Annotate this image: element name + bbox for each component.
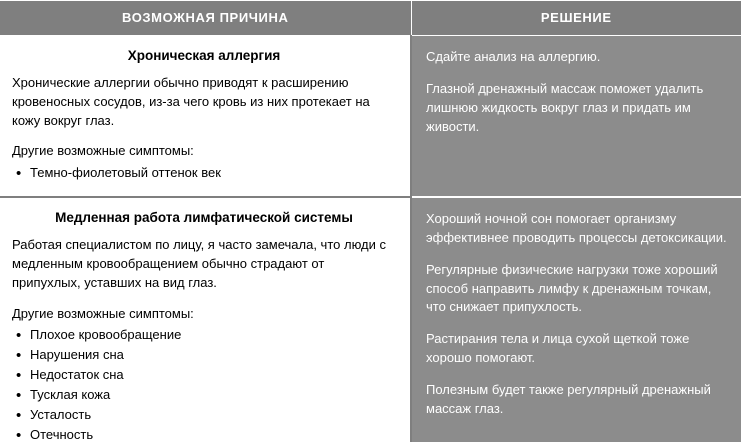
solution-paragraph: Глазной дренажный массаж поможет удалить лишнюю жидкость вокруг глаз и придать им живости. [426, 80, 704, 134]
cause-cell [0, 36, 411, 198]
solution-cell [411, 36, 741, 198]
solution-paragraph: Регулярные физические нагрузки тоже хороший способ направить лимфу к дренажным точкам, что снижает припухлость. [426, 261, 718, 315]
list-item: • Плохое кровообращение [12, 326, 396, 346]
list-item: • Тусклая кожа [12, 386, 396, 406]
list-item: • Нарушения сна [12, 346, 396, 366]
cause-title: Хроническая аллергия [127, 48, 281, 63]
symptoms-label: Другие возможные симптомы: [12, 305, 194, 321]
solution-paragraph: Хороший ночной сон помогает организму эффективнее проводить процессы детоксикации. [426, 211, 727, 245]
cause-body: Хронические аллергии обычно приводят к расширению кровеносных сосудов, из-за чего кровь из них протекает на кожу вокруг глаз. [12, 74, 370, 128]
header-row [0, 1, 741, 36]
list-item: • Недостаток сна [12, 366, 396, 386]
list-item: • Усталость [12, 406, 396, 426]
column-header-solution: РЕШЕНИЕ [411, 1, 741, 36]
table-body [0, 36, 741, 442]
symptoms-label: Другие возможные симптомы: [12, 143, 194, 159]
solution-cell [411, 197, 741, 442]
solution-paragraph: Растирания тела и лица сухой щеткой тоже хорошо помогают. [426, 331, 690, 366]
table-row [0, 197, 741, 442]
solution-paragraph: Полезным будет также регулярный дренажный массаж глаз. [426, 382, 711, 416]
solution-paragraph: Сдайте анализ на аллергию. [426, 49, 601, 64]
list-item: • Темно-фиолетовый оттенок век [12, 164, 396, 184]
column-header-cause: ВОЗМОЖНАЯ ПРИЧИНА [0, 1, 411, 36]
list-item: • Отечность [12, 426, 396, 442]
symptoms-list [12, 326, 396, 442]
table-row [0, 36, 741, 198]
symptoms-list [12, 164, 396, 184]
table-header [0, 1, 741, 36]
cause-title: Медленная работа лимфатической системы [55, 210, 353, 226]
cause-body: Работая специалистом по лицу, я часто замечала, что люди с медленным кровообращением обычно страдают от припухлых, уставших на вид глаз. [12, 236, 386, 290]
cause-cell [0, 197, 411, 442]
